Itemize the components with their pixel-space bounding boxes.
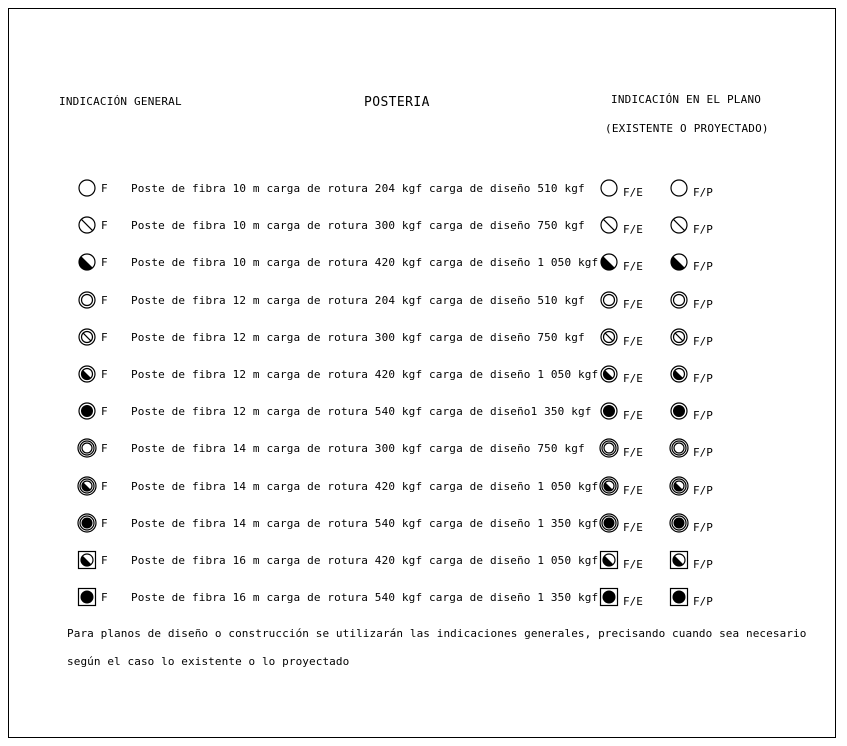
existing-code: F/E	[623, 558, 643, 571]
pole-description: Poste de fibra 14 m carga de rotura 420 kgf carga de diseño 1 050 kgf	[131, 480, 599, 493]
circle-empty-icon	[77, 178, 97, 198]
square-circle-half-icon	[77, 550, 97, 570]
pole-description: Poste de fibra 10 m carga de rotura 204 kgf carga de diseño 510 kgf	[131, 182, 585, 195]
general-code: F	[101, 442, 108, 455]
projected-code: F/P	[693, 298, 713, 311]
general-code: F	[101, 591, 108, 604]
existing-code: F/E	[623, 446, 643, 459]
general-code: F	[101, 405, 108, 418]
header-plan-line2: (EXISTENTE O PROYECTADO)	[605, 122, 769, 135]
double-circle-filled-icon	[77, 401, 97, 421]
legend-row	[0, 401, 847, 425]
double-circle-half-icon	[77, 364, 97, 384]
circle-half-icon	[77, 252, 97, 272]
circle-half-icon	[669, 252, 689, 272]
legend-row	[0, 327, 847, 351]
general-code: F	[101, 294, 108, 307]
existing-code: F/E	[623, 521, 643, 534]
circle-empty-icon	[669, 178, 689, 198]
triple-circle-half-icon	[77, 476, 97, 496]
pole-description: Poste de fibra 12 m carga de rotura 420 kgf carga de diseño 1 050 kgf	[131, 368, 599, 381]
existing-code: F/E	[623, 595, 643, 608]
pole-description: Poste de fibra 16 m carga de rotura 540 kgf carga de diseño 1 350 kgf	[131, 591, 599, 604]
pole-description: Poste de fibra 12 m carga de rotura 300 kgf carga de diseño 750 kgf	[131, 331, 585, 344]
triple-circle-half-icon	[669, 476, 689, 496]
note-line2: según el caso lo existente o lo proyectado	[67, 655, 350, 668]
triple-circle-filled-icon	[77, 513, 97, 533]
header-general: INDICACIÓN GENERAL	[59, 95, 182, 108]
note-line1: Para planos de diseño o construcción se utilizarán las indicaciones generales, precisando cuando sea necesario	[67, 627, 807, 640]
legend-row	[0, 178, 847, 202]
double-circle-slash-icon	[669, 327, 689, 347]
projected-code: F/P	[693, 484, 713, 497]
legend-row	[0, 290, 847, 314]
projected-code: F/P	[693, 186, 713, 199]
projected-code: F/P	[693, 521, 713, 534]
legend-row	[0, 513, 847, 537]
double-circle-filled-icon	[669, 401, 689, 421]
projected-code: F/P	[693, 558, 713, 571]
square-circle-filled-icon	[77, 587, 97, 607]
double-circle-empty-icon	[77, 290, 97, 310]
square-circle-half-icon	[599, 550, 619, 570]
projected-code: F/P	[693, 446, 713, 459]
projected-code: F/P	[693, 372, 713, 385]
general-code: F	[101, 480, 108, 493]
pole-description: Poste de fibra 10 m carga de rotura 300 kgf carga de diseño 750 kgf	[131, 219, 585, 232]
circle-empty-icon	[599, 178, 619, 198]
pole-description: Poste de fibra 12 m carga de rotura 540 kgf carga de diseño1 350 kgf	[131, 405, 592, 418]
double-circle-empty-icon	[599, 290, 619, 310]
projected-code: F/P	[693, 595, 713, 608]
triple-circle-filled-icon	[599, 513, 619, 533]
general-code: F	[101, 182, 108, 195]
existing-code: F/E	[623, 298, 643, 311]
legend-row	[0, 550, 847, 574]
existing-code: F/E	[623, 372, 643, 385]
triple-circle-empty-icon	[77, 438, 97, 458]
legend-row	[0, 438, 847, 462]
general-code: F	[101, 331, 108, 344]
square-circle-filled-icon	[669, 587, 689, 607]
square-circle-half-icon	[669, 550, 689, 570]
triple-circle-half-icon	[599, 476, 619, 496]
pole-description: Poste de fibra 14 m carga de rotura 540 kgf carga de diseño 1 350 kgf	[131, 517, 599, 530]
square-circle-filled-icon	[599, 587, 619, 607]
double-circle-slash-icon	[599, 327, 619, 347]
double-circle-filled-icon	[599, 401, 619, 421]
circle-half-icon	[599, 252, 619, 272]
general-code: F	[101, 554, 108, 567]
existing-code: F/E	[623, 335, 643, 348]
pole-description: Poste de fibra 12 m carga de rotura 204 kgf carga de diseño 510 kgf	[131, 294, 585, 307]
double-circle-half-icon	[669, 364, 689, 384]
double-circle-empty-icon	[669, 290, 689, 310]
header-plan-line1: INDICACIÓN EN EL PLANO	[611, 93, 762, 106]
triple-circle-empty-icon	[669, 438, 689, 458]
existing-code: F/E	[623, 223, 643, 236]
projected-code: F/P	[693, 260, 713, 273]
general-code: F	[101, 517, 108, 530]
double-circle-half-icon	[599, 364, 619, 384]
general-code: F	[101, 368, 108, 381]
legend-row	[0, 587, 847, 611]
double-circle-slash-icon	[77, 327, 97, 347]
projected-code: F/P	[693, 335, 713, 348]
legend-row	[0, 215, 847, 239]
triple-circle-empty-icon	[599, 438, 619, 458]
general-code: F	[101, 219, 108, 232]
circle-slash-icon	[599, 215, 619, 235]
page-title: POSTERIA	[364, 95, 430, 110]
legend-row	[0, 364, 847, 388]
pole-description: Poste de fibra 14 m carga de rotura 300 kgf carga de diseño 750 kgf	[131, 442, 585, 455]
circle-slash-icon	[77, 215, 97, 235]
pole-description: Poste de fibra 16 m carga de rotura 420 kgf carga de diseño 1 050 kgf	[131, 554, 599, 567]
existing-code: F/E	[623, 409, 643, 422]
existing-code: F/E	[623, 260, 643, 273]
existing-code: F/E	[623, 484, 643, 497]
general-code: F	[101, 256, 108, 269]
legend-row	[0, 476, 847, 500]
pole-description: Poste de fibra 10 m carga de rotura 420 kgf carga de diseño 1 050 kgf	[131, 256, 599, 269]
projected-code: F/P	[693, 223, 713, 236]
legend-row	[0, 252, 847, 276]
existing-code: F/E	[623, 186, 643, 199]
projected-code: F/P	[693, 409, 713, 422]
triple-circle-filled-icon	[669, 513, 689, 533]
circle-slash-icon	[669, 215, 689, 235]
